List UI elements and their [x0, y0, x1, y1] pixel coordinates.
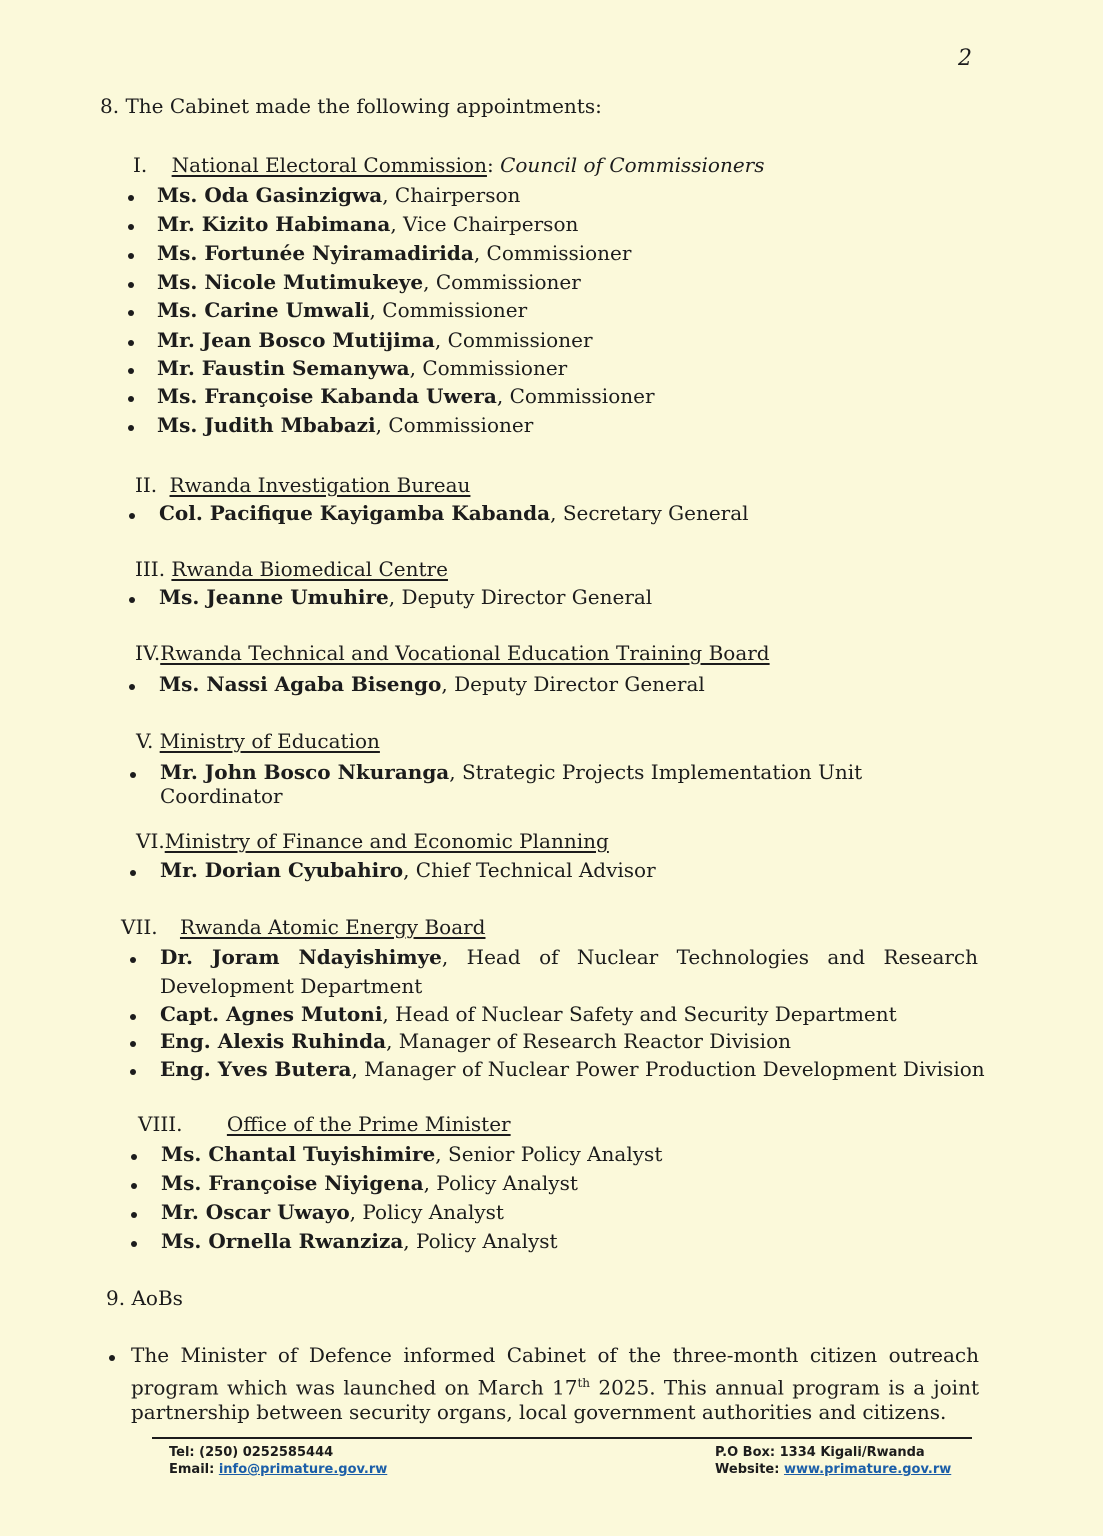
appointee-role: , Policy Analyst [423, 1171, 578, 1195]
superscript: th [577, 1376, 591, 1390]
footer-website [715, 1461, 951, 1478]
section-subtitle: Council of Commissioners [500, 153, 765, 177]
paragraph-text: program which was launched on March 17 [131, 1375, 578, 1400]
tel-label: Tel: [169, 1445, 195, 1460]
footer-left [169, 1444, 387, 1478]
section-title: Rwanda Investigation Bureau [169, 473, 471, 497]
footer-tel [169, 1444, 387, 1461]
section-heading [138, 1112, 511, 1136]
appointee-role: , Chief Technical Advisor [403, 858, 656, 882]
appointee-role: , Commissioner [496, 384, 655, 408]
item-8-heading [100, 93, 602, 119]
section-heading [121, 915, 486, 939]
appointee-name: Ms. Chantal Tuyishimire [161, 1142, 436, 1166]
appointee-role: , Vice Chairperson [390, 212, 579, 236]
section-title: Rwanda Technical and Vocational Education Training Board [160, 641, 770, 665]
item-8-number: 8. [100, 94, 120, 118]
appointee-name: Ms. Nassi Agaba Bisengo [159, 672, 442, 696]
appointee-role: , Manager of Research Reactor Division [386, 1029, 791, 1053]
footer-email [169, 1461, 387, 1478]
section-title: Ministry of Education [159, 729, 380, 753]
appointee-name: Ms. Françoise Kabanda Uwera [157, 384, 497, 408]
appointee-name: Mr. Kizito Habimana [157, 212, 391, 236]
page-number: 2 [958, 46, 972, 71]
section-heading [135, 473, 470, 497]
appointee-role-continued: Coordinator [160, 784, 283, 808]
section-heading [133, 153, 765, 177]
appointee-role: , Senior Policy Analyst [435, 1142, 663, 1166]
appointee-name: Ms. Françoise Niyigena [161, 1171, 424, 1195]
section-numeral: V. [136, 729, 154, 753]
paragraph-line: The Minister of Defence informed Cabinet of the three-month citizen outreach [131, 1343, 979, 1367]
section-heading [135, 557, 448, 581]
section-title: Rwanda Atomic Energy Board [179, 915, 486, 939]
appointee-role: , Commissioner [409, 356, 568, 380]
appointee-name: Col. Pacifique Kayigamba Kabanda [159, 501, 551, 525]
appointee-name: Ms. Oda Gasinzigwa [157, 183, 383, 207]
appointee-role: , Commissioner [369, 298, 528, 322]
paragraph-text: 2025. This annual program is a joint [590, 1375, 979, 1400]
section-numeral: III. [135, 557, 166, 581]
appointee-name: Ms. Jeanne Umuhire [159, 585, 389, 609]
item-9-number: 9. [106, 1286, 126, 1310]
appointee-role: , Secretary General [550, 501, 749, 525]
footer-pobox: P.O Box: 1334 Kigali/Rwanda [715, 1445, 925, 1460]
item-9-heading [106, 1285, 183, 1311]
section-numeral: I. [133, 153, 148, 177]
appointee-name: Mr. Faustin Semanywa [157, 356, 410, 380]
footer-divider [152, 1437, 972, 1439]
website-link[interactable]: www.primature.gov.rw [783, 1462, 952, 1477]
appointee-role: , Commissioner [423, 270, 581, 294]
section-title: Ministry of Finance and Economic Planning [164, 829, 609, 853]
appointee-name: Ms. Nicole Mutimukeye [157, 270, 424, 294]
appointee-role: , Commissioner [375, 413, 534, 437]
footer-right [715, 1444, 951, 1478]
section-heading [136, 729, 380, 753]
item-8-text: The Cabinet made the following appointments: [125, 94, 602, 118]
email-label: Email: [169, 1462, 215, 1477]
section-numeral: VI. [136, 829, 165, 853]
appointee-role: , Manager of Nuclear Power Production Development Division [351, 1057, 985, 1081]
appointee-name: Eng. Alexis Ruhinda [160, 1029, 387, 1053]
email-link[interactable]: info@primature.gov.rw [218, 1462, 388, 1477]
appointee-role: , Deputy Director General [388, 585, 653, 609]
section-numeral: II. [135, 473, 158, 497]
section-title: National Electoral Commission [171, 153, 487, 177]
appointee-name: Mr. Oscar Uwayo [161, 1200, 350, 1224]
appointee-role: , Strategic Projects Implementation Unit [449, 760, 863, 784]
appointee-role: , Deputy Director General [441, 672, 705, 696]
website-label: Website: [715, 1462, 780, 1477]
section-numeral: IV. [135, 641, 161, 665]
section-numeral: VIII. [138, 1112, 183, 1136]
appointee-name: Ms. Ornella Rwanziza [161, 1229, 404, 1253]
appointee-name: Capt. Agnes Mutoni [160, 1002, 383, 1026]
appointee-role: , Commissioner [473, 241, 632, 265]
appointee-name: Mr. Dorian Cyubahiro [160, 858, 404, 882]
appointee-role: , Head of Nuclear Technologies and Research [441, 945, 979, 969]
section-numeral: VII. [121, 915, 158, 939]
appointee-role-continued: Development Department [160, 974, 423, 998]
appointee-role: , Policy Analyst [349, 1200, 504, 1224]
appointee-name: Eng. Yves Butera [160, 1057, 352, 1081]
tel-value: (250) 0252585444 [199, 1445, 334, 1460]
section-title: Office of the Prime Minister [226, 1112, 511, 1136]
paragraph-line [131, 1369, 979, 1402]
appointee-role: , Chairperson [382, 183, 521, 207]
appointee-name: Ms. Carine Umwali [157, 298, 370, 322]
appointee-name: Ms. Judith Mbabazi [157, 413, 376, 437]
section-separator: : [486, 153, 494, 177]
appointee-role: , Head of Nuclear Safety and Security Department [382, 1002, 897, 1026]
appointee-role: , Policy Analyst [403, 1229, 558, 1253]
section-heading [135, 641, 770, 665]
appointee-name: Mr. John Bosco Nkuranga [160, 760, 450, 784]
appointee-name: Ms. Fortunée Nyiramadirida [157, 241, 474, 265]
appointee-role: , Commissioner [434, 328, 593, 352]
item-9-text: AoBs [131, 1286, 183, 1310]
appointee-name: Dr. Joram Ndayishimye [160, 945, 442, 969]
section-title: Rwanda Biomedical Centre [171, 557, 448, 581]
appointee-name: Mr. Jean Bosco Mutijima [157, 328, 435, 352]
section-heading [136, 829, 609, 853]
paragraph-line: partnership between security organs, local government authorities and citizens. [131, 1400, 947, 1424]
